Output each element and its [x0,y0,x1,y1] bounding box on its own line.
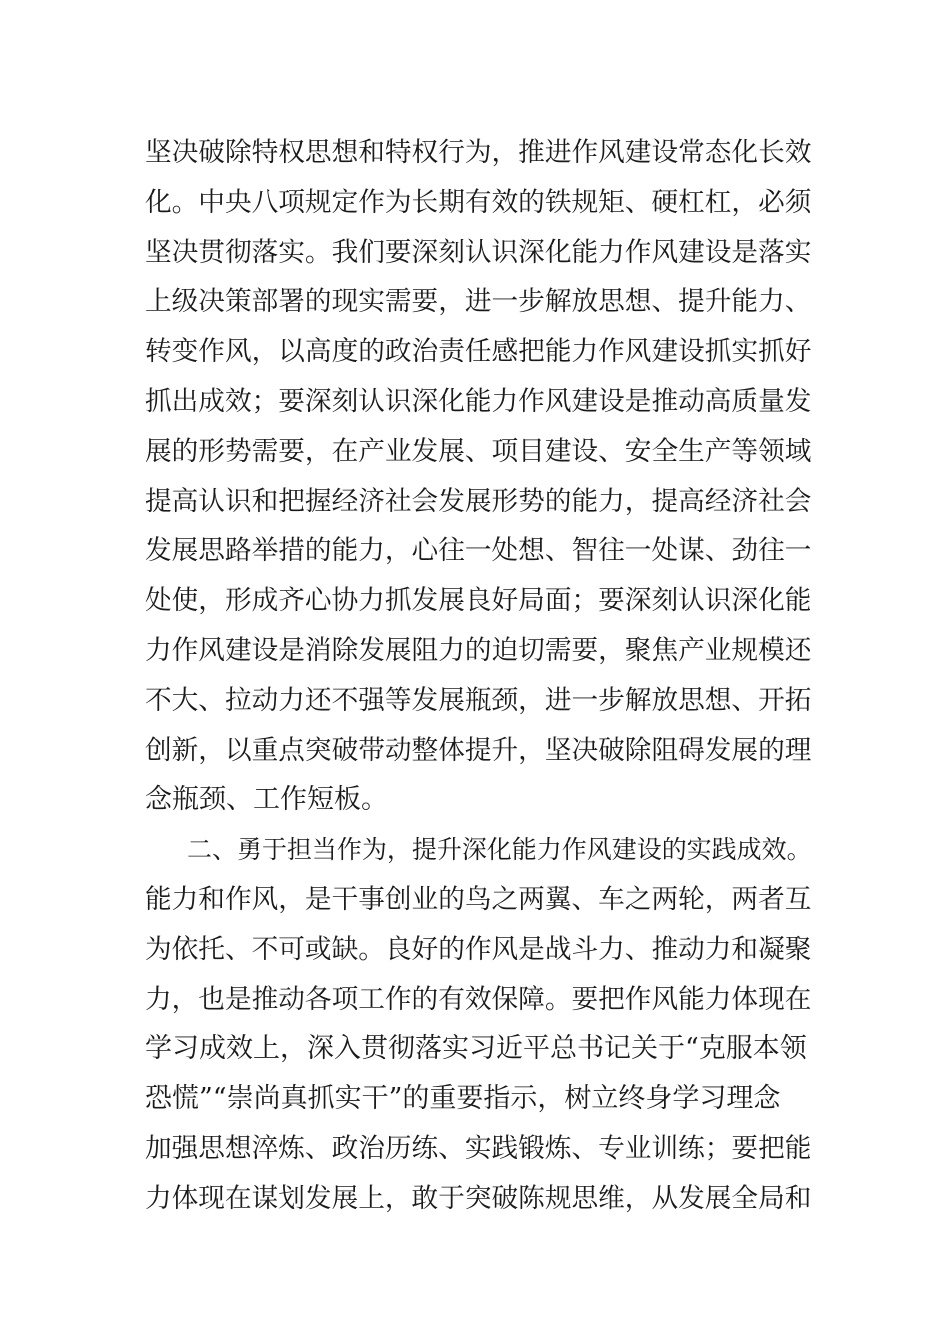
text-line: 坚决破除特权思想和特权行为，推进作风建设常态化长效 [145,137,812,168]
text-line: 力，也是推动各项工作的有效保障。要把作风能力体现在 [145,983,812,1015]
text-line: 创新，以重点突破带动整体提升，坚决破除阻碍发展的理 [145,734,812,766]
text-line: 坚决贯彻落实。我们要深刻认识深化能力作风建设是落实 [145,236,812,268]
text-line: 提高认识和把握经济社会发展形势的能力，提高经济社会 [145,485,812,517]
text-line: 展的形势需要，在产业发展、项目建设、安全生产等领域 [145,435,812,467]
text-line: 学习成效上，深入贯彻落实习近平总书记关于“克服本领 [145,1033,807,1065]
text-line: 发展思路举措的能力，心往一处想、智往一处谋、劲往一 [145,535,812,567]
text-line: 处使，形成齐心协力抓发展良好局面；要深刻认识深化能 [145,585,812,617]
text-line: 转变作风，以高度的政治责任感把能力作风建设抓实抓好 [145,336,812,368]
text-line: 力体现在谋划发展上，敢于突破陈规思维，从发展全局和 [145,1182,812,1214]
text-line: 恐慌”“崇尚真抓实干”的重要指示，树立终身学习理念 [145,1083,781,1115]
text-line: 力作风建设是消除发展阻力的迫切需要，聚焦产业规模还 [145,634,812,666]
text-line: 抓出成效；要深刻认识深化能力作风建设是推动高质量发 [145,385,812,417]
section-heading-line: 二、勇于担当作为，提升深化能力作风建设的实践成效。 [187,835,812,865]
text-line: 化。中央八项规定作为长期有效的铁规矩、硬杠杠，必须 [145,186,812,218]
text-line: 为依托、不可或缺。良好的作风是战斗力、推动力和凝聚 [145,933,812,965]
text-line: 能力和作风，是干事创业的鸟之两翼、车之两轮，两者互 [145,883,812,915]
body-text [145,128,815,1224]
text-line: 上级决策部署的现实需要，进一步解放思想、提升能力、 [145,286,812,318]
text-line: 不大、拉动力还不强等发展瓶颈，进一步解放思想、开拓 [145,684,812,716]
text-line: 念瓶颈、工作短板。 [145,784,388,816]
text-line: 加强思想淬炼、政治历练、实践锻炼、专业训练；要把能 [145,1132,812,1164]
